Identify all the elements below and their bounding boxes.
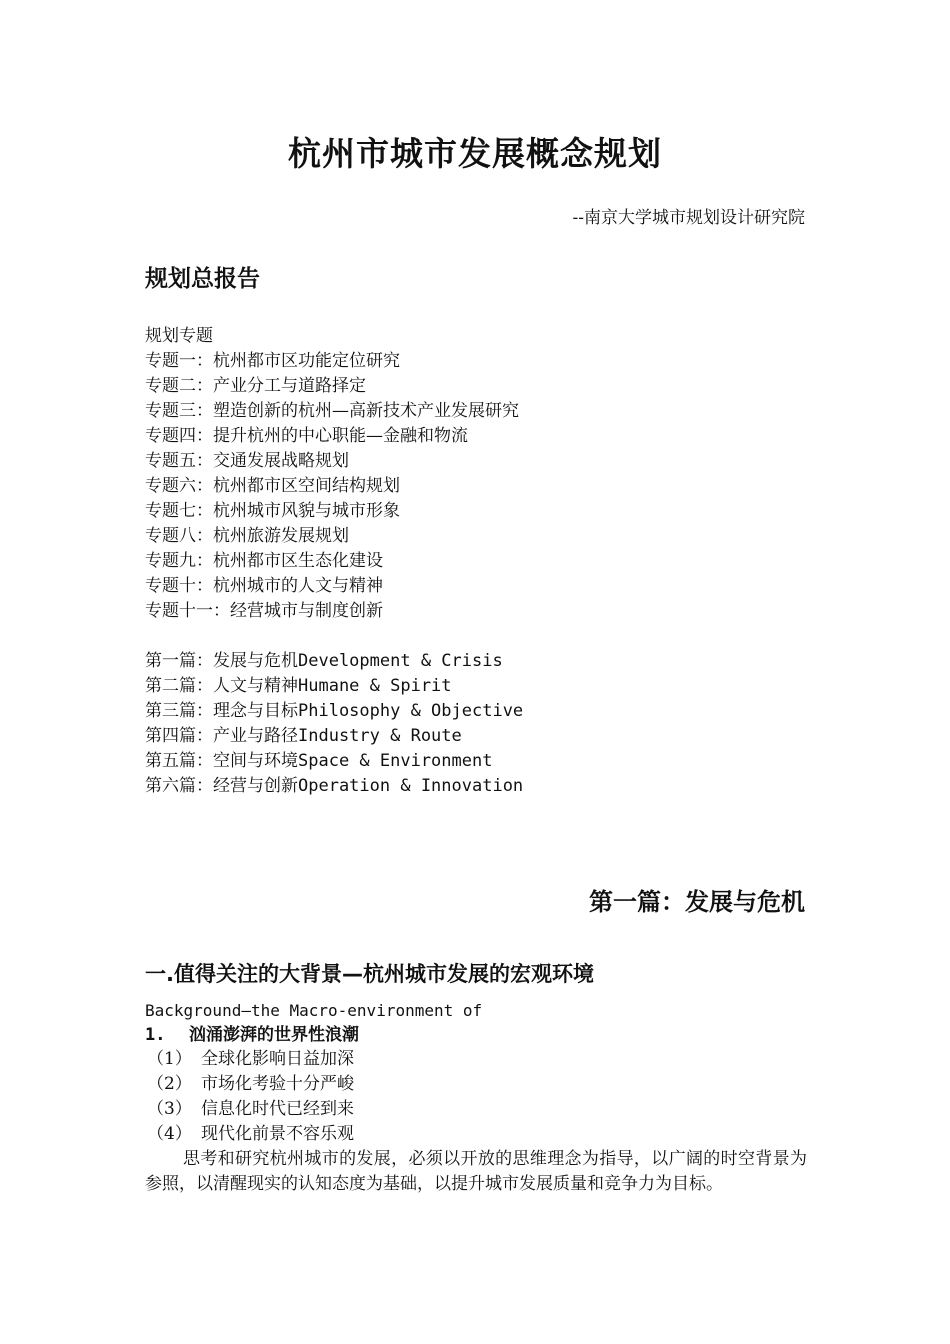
point-item xyxy=(147,1072,354,1097)
chapter-cn: 第三篇：理念与目标 xyxy=(145,701,298,721)
point-number: （3） xyxy=(147,1099,192,1119)
chapter-cn: 第六篇：经营与创新 xyxy=(145,776,298,796)
point-text: 市场化考验十分严峻 xyxy=(201,1074,354,1094)
chapter-cn: 第二篇：人文与精神 xyxy=(145,676,298,696)
chapter-item xyxy=(145,724,523,749)
chapter-en: Philosophy & Objective xyxy=(298,701,524,721)
points-list xyxy=(147,1047,354,1147)
topic-item: 专题二：产业分工与道路择定 xyxy=(145,376,366,396)
chapter-en: Operation & Innovation xyxy=(298,776,524,796)
chapter-en: Development & Crisis xyxy=(298,651,503,671)
point-number: （2） xyxy=(147,1074,192,1094)
chapter-item xyxy=(145,649,523,674)
topic-item: 专题五：交通发展战略规划 xyxy=(145,451,349,471)
topics-header: 规划专题 xyxy=(145,326,213,346)
sub-heading-number: 1. xyxy=(145,1025,166,1045)
sub-heading xyxy=(145,1023,359,1048)
topic-item: 专题四：提升杭州的中心职能—金融和物流 xyxy=(145,426,468,446)
part-heading: 第一篇：发展与危机 xyxy=(589,888,805,916)
topics-list xyxy=(145,324,519,624)
author-line: --南京大学城市规划设计研究院 xyxy=(572,208,805,228)
point-text: 现代化前景不容乐观 xyxy=(201,1124,354,1144)
chapters-list xyxy=(145,649,523,799)
chapter-item xyxy=(145,674,523,699)
body-paragraph: 思考和研究杭州城市的发展，必须以开放的思维理念为指导，以广阔的时空背景为参照，以清醒现实的认知态度为基础，以提升城市发展质量和竞争力为目标。 xyxy=(145,1149,807,1194)
point-text: 全球化影响日益加深 xyxy=(201,1049,354,1069)
sub-heading-text: 汹涌澎湃的世界性浪潮 xyxy=(189,1025,359,1045)
topic-item: 专题三：塑造创新的杭州—高新技术产业发展研究 xyxy=(145,401,519,421)
topic-item: 专题十：杭州城市的人文与精神 xyxy=(145,576,383,596)
chapter-cn: 第四篇：产业与路径 xyxy=(145,726,298,746)
background-line: Background—the Macro-environment of xyxy=(145,1001,483,1020)
point-item xyxy=(147,1047,354,1072)
point-item xyxy=(147,1122,354,1147)
topic-item: 专题六：杭州都市区空间结构规划 xyxy=(145,476,400,496)
chapter-cn: 第五篇：空间与环境 xyxy=(145,751,298,771)
topic-item: 专题九：杭州都市区生态化建设 xyxy=(145,551,383,571)
topic-item: 专题八：杭州旅游发展规划 xyxy=(145,526,349,546)
chapter-en: Space & Environment xyxy=(298,751,493,771)
point-number: （1） xyxy=(147,1049,192,1069)
chapter-cn: 第一篇：发展与危机 xyxy=(145,651,298,671)
point-number: （4） xyxy=(147,1124,192,1144)
topic-item: 专题十一：经营城市与制度创新 xyxy=(145,601,383,621)
topic-item: 专题七：杭州城市风貌与城市形象 xyxy=(145,501,400,521)
section-title: 规划总报告 xyxy=(145,266,260,292)
topic-item: 专题一：杭州都市区功能定位研究 xyxy=(145,351,400,371)
chapter-en: Humane & Spirit xyxy=(298,676,452,696)
chapter-item xyxy=(145,774,523,799)
chapter-en: Industry & Route xyxy=(298,726,462,746)
point-text: 信息化时代已经到来 xyxy=(201,1099,354,1119)
document-title: 杭州市城市发展概念规划 xyxy=(288,134,662,173)
chapter-item xyxy=(145,749,523,774)
point-item xyxy=(147,1097,354,1122)
chapter-heading: 一.值得关注的大背景—杭州城市发展的宏观环境 xyxy=(145,962,594,986)
chapter-item xyxy=(145,699,523,724)
